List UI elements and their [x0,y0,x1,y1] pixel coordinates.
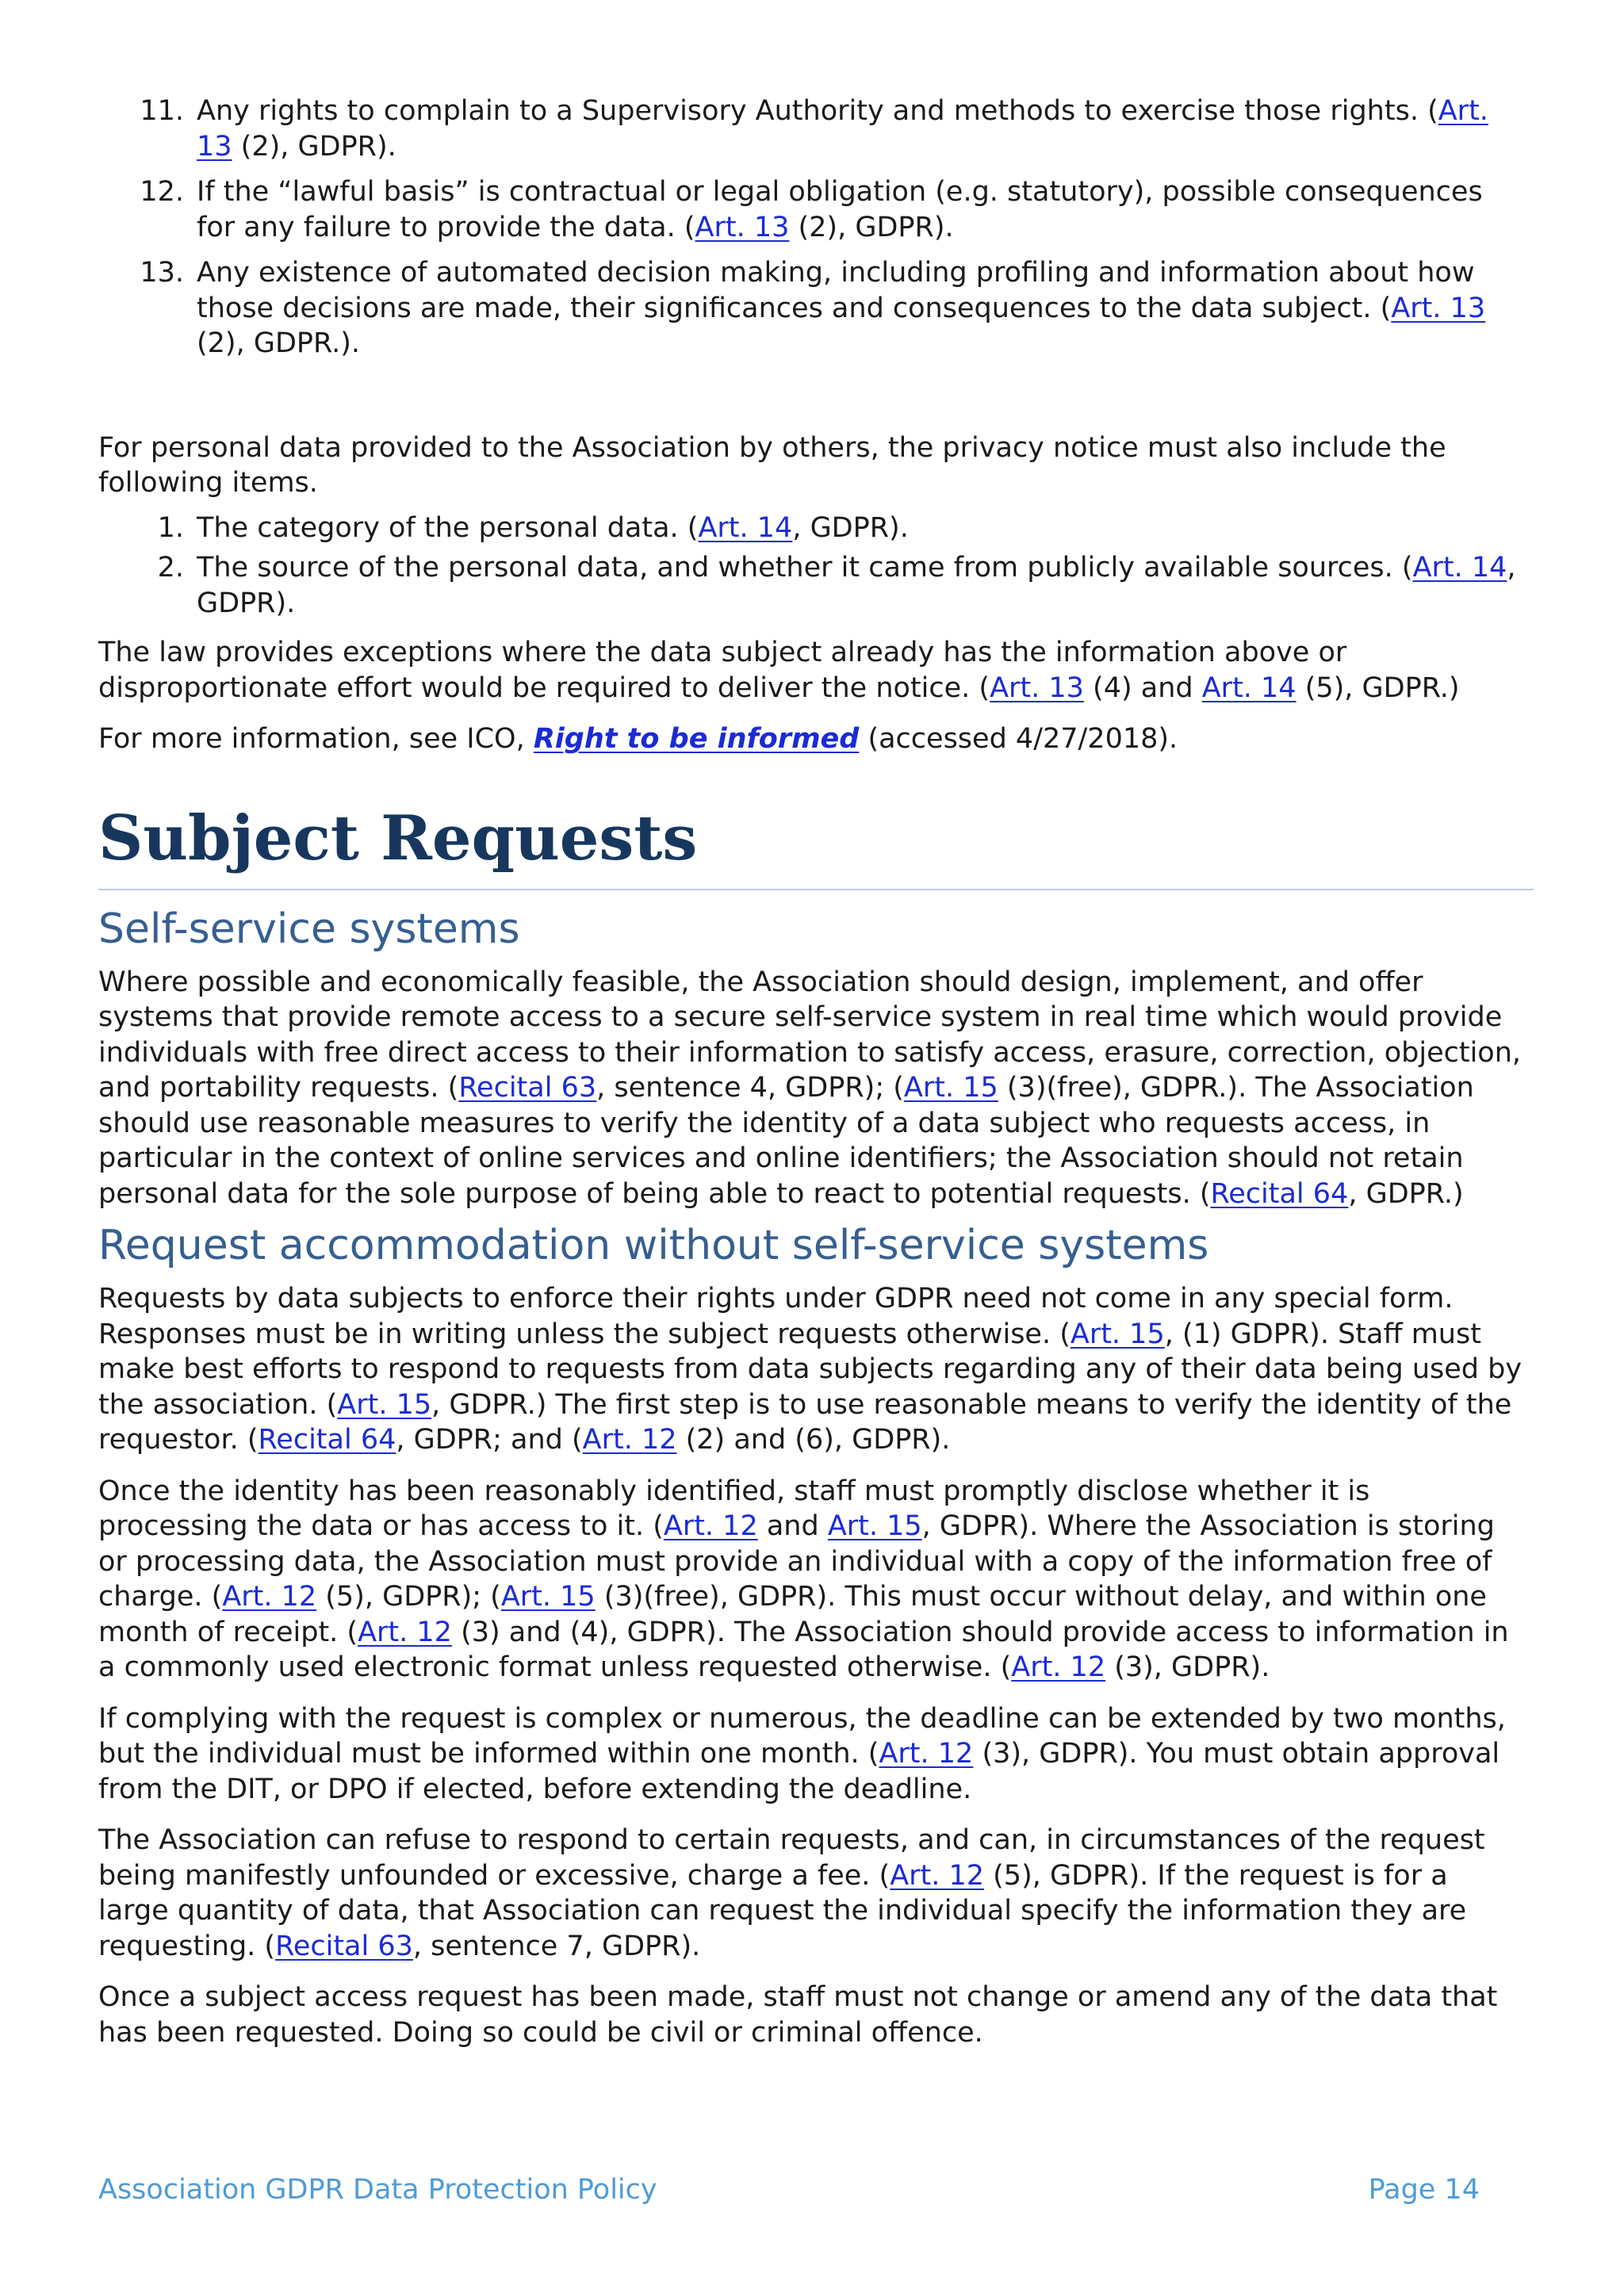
text-run: , sentence 7, GDPR). [412,1930,701,1962]
citation-link[interactable]: Recital 64 [258,1424,396,1456]
citation-link[interactable]: Art. 12 [879,1738,974,1770]
list-number: 2. [157,552,184,584]
subheading-request-accommodation: Request accommodation without self-service systems [98,1222,1209,1269]
citation-link[interactable]: Recital 64 [1210,1177,1349,1210]
text-run: Where possible and economically feasible, the Association should design, implement, and offer systems that provide remote access to a secure self-service system in real time which would provide individuals with free direct access to their information to satisfy access, erasure, correction, objection, and portability requests. ( [98,966,1522,1104]
text-run: (2), GDPR.). [197,327,360,359]
text-run: For personal data provided to the Association by others, the privacy notice must also include the following items. [98,431,1446,499]
text-run: , GDPR). Where the Association is storing or processing data, the Association must provide an individual with a copy of the information free of charge. ( [98,1510,1495,1613]
text-run: (3)(free), GDPR.). The Association should use reasonable measures to verify the identity of a data subject who requests access, in particular in the context of online services and online identifiers; the Association should not retain personal data for the sole purpose of being able to react to potential requests. ( [98,1072,1474,1210]
text-run: The Association can refuse to respond to certain requests, and can, in circumstances of the request being manifestly unfounded or excessive, charge a fee. ( [98,1824,1485,1892]
citation-link[interactable]: Recital 63 [458,1072,597,1104]
list-text [197,552,1516,619]
text-run: (3)(free), GDPR). This must occur without delay, and within one month of receipt. ( [98,1581,1487,1648]
page-footer [98,2174,1480,2206]
text-run: (4) and [1083,672,1202,704]
text-run: (3), GDPR). [1105,1651,1270,1683]
text-run: The source of the personal data, and whether it came from publicly available sources. ( [197,552,1413,584]
text-run: , GDPR). [792,511,909,544]
list-text [197,512,909,544]
citation-link[interactable]: Art. 15 [500,1581,596,1613]
citation-link[interactable]: Art. 12 [582,1424,677,1456]
text-run: The category of the personal data. ( [197,511,699,544]
list-number: 12. [140,176,184,208]
text-run: The law provides exceptions where the data subject already has the information above or disproportionate effort would be required to deliver the notice. ( [98,637,1347,704]
citation-link[interactable]: Art. 12 [222,1581,317,1613]
text-run: , GDPR.) [1348,1177,1464,1210]
list-number: 1. [157,511,184,544]
text-run: , GDPR). [197,552,1516,619]
text-run: and [757,1510,828,1542]
list-item [98,255,1526,362]
list-text [197,95,1488,163]
text-run: , GDPR; and ( [396,1424,583,1456]
request-paragraph-4 [98,1823,1526,1964]
exceptions-paragraph [98,635,1526,706]
request-paragraph-2 [98,1474,1526,1686]
text-run: , sentence 4, GDPR); ( [596,1072,904,1104]
subheading-self-service: Self-service systems [98,905,520,953]
citation-link[interactable]: Art. 13 [1391,292,1486,324]
citation-link[interactable]: Art. 13 [990,672,1084,704]
request-paragraph-1 [98,1281,1526,1458]
list-item [98,511,1526,546]
list-item [98,174,1526,245]
text-run: (3) and (4), GDPR). The Association should provide access to information in a commonly used electronic format unless requested otherwise. ( [98,1616,1509,1683]
citation-link[interactable]: Art. 14 [698,511,793,544]
citation-link[interactable]: Art. 15 [1070,1318,1165,1350]
text-run: (5), GDPR). If the request is for a large quantity of data, that Association can request the individual specify the information they are requesting. ( [98,1859,1467,1962]
text-run: Any existence of automated decision making, including profiling and information about how those decisions are made, their significances and consequences to the data subject. ( [197,257,1475,324]
citation-link[interactable]: Art. 14 [1201,672,1297,704]
list-text [197,176,1483,243]
citation-link[interactable]: Art. 13 [197,95,1488,163]
citation-link[interactable]: Art. 12 [358,1616,452,1648]
text-run: (2), GDPR). [232,130,396,163]
text-run: (5), GDPR.) [1296,672,1460,704]
citation-link[interactable]: Right to be informed [533,723,860,755]
section-heading-subject-requests: Subject Requests [98,802,1534,890]
citation-link[interactable]: Art. 12 [890,1859,985,1892]
list-text [197,257,1485,359]
citation-link[interactable]: Recital 63 [275,1930,413,1962]
text-run: (5), GDPR); ( [316,1581,501,1613]
text-run: Any rights to complain to a Supervisory Authority and methods to exercise those rights. ( [197,95,1438,127]
citation-link[interactable]: Art. 14 [1412,552,1507,584]
text-run: (accessed 4/27/2018). [859,723,1178,755]
text-run: Once a subject access request has been made, staff must not change or amend any of the data that has been requested. Doing so could be civil or criminal offence. [98,1981,1498,2049]
text-run: , (1) GDPR). Staff must make best efforts to respond to requests from data subjects regarding any of their data being used by the association. ( [98,1318,1522,1421]
intro-paragraph [98,430,1526,501]
numbered-list-top [98,94,1526,362]
request-paragraph-5 [98,1980,1526,2050]
citation-link[interactable]: Art. 12 [663,1510,758,1542]
text-run: (2), GDPR). [789,211,954,243]
text-run: (2) and (6), GDPR). [676,1424,951,1456]
spacer [98,372,1526,430]
footer-title: Association GDPR Data Protection Policy [98,2174,657,2206]
list-number: 11. [140,95,184,127]
text-run: For more information, see ICO, [98,723,534,755]
text-run: , GDPR.) The first step is to use reasonable means to verify the identity of the requestor. ( [98,1388,1512,1456]
page-content [98,94,1526,2066]
footer-page-number: Page 14 [1368,2174,1480,2206]
more-info-paragraph [98,721,1526,757]
text-run: Requests by data subjects to enforce their rights under GDPR need not come in any special form. Responses must be in writing unless the subject requests otherwise. ( [98,1283,1454,1350]
text-run: Once the identity has been reasonably identified, staff must promptly disclose whether it is processing the data or has access to it. ( [98,1475,1370,1542]
text-run: (3), GDPR). You must obtain approval from the DIT, or DPO if elected, before extending the deadline. [98,1738,1500,1805]
list-number: 13. [140,257,184,289]
citation-link[interactable]: Art. 15 [337,1388,432,1421]
citation-link[interactable]: Art. 15 [903,1072,998,1104]
list-item [98,550,1526,621]
numbered-list-sources [98,511,1526,622]
text-run: If the “lawful basis” is contractual or legal obligation (e.g. statutory), possible consequences for any failure to provide the data. ( [197,176,1483,243]
self-service-paragraph [98,965,1526,1212]
text-run: If complying with the request is complex or numerous, the deadline can be extended by two months, but the individual must be informed within one month. ( [98,1702,1506,1770]
citation-link[interactable]: Art. 15 [827,1510,922,1542]
citation-link[interactable]: Art. 12 [1011,1651,1106,1683]
request-paragraph-3 [98,1701,1526,1808]
list-item [98,94,1526,164]
citation-link[interactable]: Art. 13 [695,211,790,243]
